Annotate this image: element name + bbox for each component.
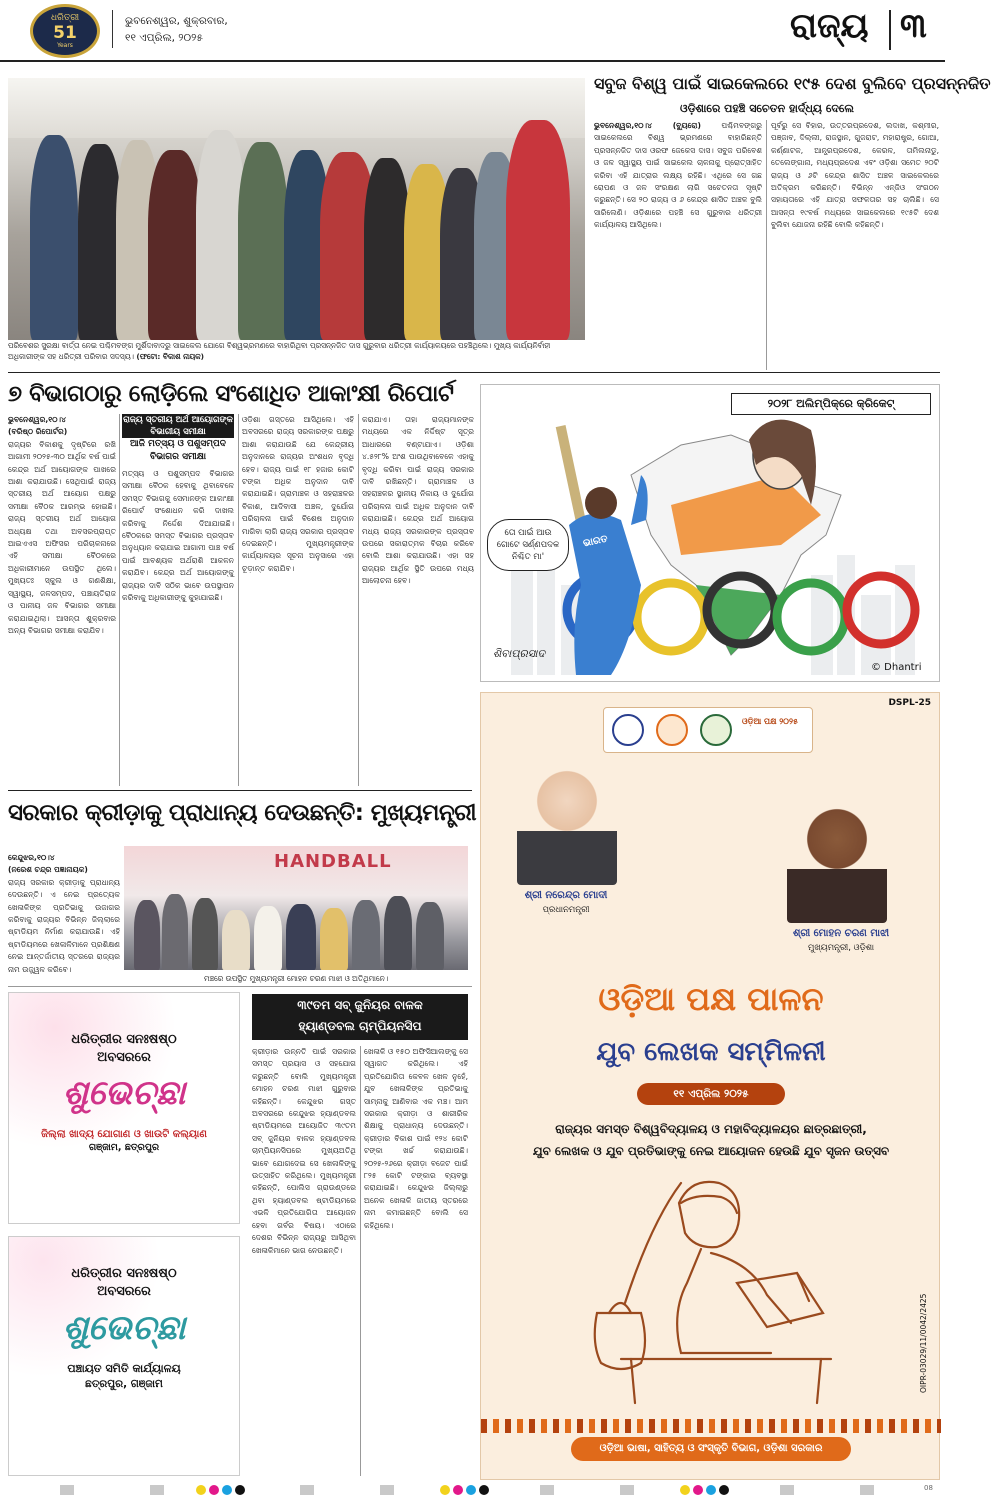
handball-box-title-1: ୩୯ତମ ସବ୍ ଜୁନିୟର ବାଳକ [297, 998, 423, 1012]
cartoon-panel [480, 384, 940, 682]
cm-portrait [787, 803, 887, 923]
section-divider [889, 10, 891, 50]
govt-ad-logo-strip [603, 707, 813, 753]
masthead-divider [112, 10, 113, 48]
govt-ad-desc-2: ଯୁବ ଲେଖକ ଓ ଯୁବ ପ୍ରତିଭାଙ୍କୁ ନେଇ ଆୟୋଜନ ହେଉଛି ଯୁବ ସୃଜନ ଉତ୍ସବ [532, 1144, 890, 1158]
cycle-story-col-2: ପୂର୍ବରୁ ସେ ବିହାର, ଉତ୍ତରପ୍ରଦେଶ, ଲଦାଖ, କଶ୍ମୀର, ପଞ୍ଜାବ, ଦିଲ୍ଲୀ, ରାଜସ୍ଥାନ, ଗୁଜରାଟ, ମହାରାଷ୍ଟ୍ର, ଗୋଆ, କର୍ଣ୍ଣାଟକ, ଆନ୍ଧ୍ରପ୍ରଦେଶ, କେରଳ, ତାମିଲନାଡୁ, ତେଲେଙ୍ଗାନା, ମଧ୍ୟପ୍ରଦେଶ ଏବଂ ଓଡ଼ିଶା ସମେତ ୨୦ଟି ରାଜ୍ୟ ଓ ୬ଟି କେନ୍ଦ୍ର ଶାସିତ ଅଞ୍ଚଳ ସାଇକେଲରେ ଅତିକ୍ରମ କରିଛନ୍ତି। ବିଭିନ୍ନ ଏନ୍‌ଜିଓ ସଂଗଠନ ସହାୟତାରେ ଏହି ଯାତ୍ରା ସଫଳତାର ସହ ଚାଲିଛି। ସେ ଆସନ୍ତା ୧୯ବର୍ଷ ମଧ୍ୟରେ ସାଇକେଲରେ ୧୯୫ଟି ଦେଶ ବୁଲିବା ଯୋଜନା ରହିଛି ବୋଲି କହିଛନ୍ତି। [771, 121, 939, 230]
writer-illustration [561, 1163, 861, 1413]
govt-ad-border-pattern [481, 1419, 941, 1433]
photo-window [8, 78, 585, 138]
sports-story-headline: ସରକାର କ୍ରୀଡ଼ାକୁ ପ୍ରାଧାନ୍ୟ ଦେଉଛନ୍ତି: ମୁଖ୍ୟମନ୍ତ୍ରୀ [8, 800, 477, 826]
govt-ad-title: ଓଡ଼ିଆ ପକ୍ଷ ପାଳନ [598, 980, 824, 1018]
masthead [0, 0, 945, 62]
culture-logo-icon [700, 714, 732, 746]
greeting-ad-1 [8, 992, 240, 1224]
odia-pakhya-badge: ଓଡ଼ିଆ ପକ୍ଷ ୨୦୨୫ [742, 717, 798, 726]
odisha-emblem-icon [612, 714, 644, 746]
cartoon-signature: ଶିବାପ୍ରସାଦ [493, 647, 546, 660]
report-story-box [122, 414, 234, 464]
cm-title: ମୁଖ୍ୟମନ୍ତ୍ରୀ, ଓଡ଼ିଶା [807, 943, 875, 953]
sports-story-col-2: ଖେଳାଳି ଓ ୧୫୦ ଅଫିସିଆଲଙ୍କୁ ସେ ସ୍ୱାଗତ କରିଥିଲେ। ଏହି ପ୍ରତିଯୋଗିତା କେବଳ ଖେଳ ନୁହେଁ, ଯୁବ ଖେଳାଳିଙ୍କ ପ୍ରତିଭାକୁ ସାମ୍ନାକୁ ଆଣିବାର ଏକ ମଞ୍ଚ। ଆମ ସରକାର କ୍ରୀଡ଼ା ଓ ଶାରୀରିକ ଶିକ୍ଷାକୁ ପ୍ରାଧାନ୍ୟ ଦେଉଛନ୍ତି। କ୍ରୀଡ଼ାର ବିକାଶ ପାଇଁ ୧୨୪ କୋଟି ଟଙ୍କା ଖର୍ଚ୍ଚ କରାଯାଉଛି। ୨୦୨୫-୨୬ରେ କ୍ରୀଡ଼ା ବଜେଟ ପାଇଁ ୮୨୫ କୋଟି ଟଙ୍କାର ବ୍ୟବସ୍ଥା କରାଯାଇଛି। କେନ୍ଦୁଝର ଜିଲ୍ଲାରୁ ଅନେକ ଖେଳାଳି ଜାତୀୟ ସ୍ତରରେ ନାମ କମାଇଛନ୍ତି ବୋଲି ସେ କହିଥିଲେ। [364, 1047, 468, 1230]
pm-portrait [517, 765, 617, 885]
govt-ad-date: ୧୧ ଏପ୍ରିଲ ୨୦୨୫ [637, 1083, 785, 1105]
group-photo-credit: (ଫଟୋ: ବିକାଶ ନାୟକ) [136, 352, 205, 361]
greeting-ad-2-org: ପଞ୍ଚାୟତ ସମିତି କାର୍ଯ୍ୟାଳୟ [67, 1362, 181, 1376]
group-photo [8, 78, 585, 340]
greeting-ad-1-place: ଗଞ୍ଜାମ, ଛତ୍ରପୁର [88, 1141, 160, 1153]
report-story-col-4: କରାଯାଏ। ତାହା ରାଜ୍ୟମାନଙ୍କ ମଧ୍ୟରେ ଏକ ନିର୍ଦ୍ଦିଷ୍ଟ ସୂତ୍ର ଆଧାରରେ ବଣ୍ଟାଯାଏ। ଓଡ଼ିଶା ୪.୫୨୮% ଅଂଶ ପାଉଥିବାବେଳେ ଏହାକୁ ବୃଦ୍ଧି କରିବା ପାଇଁ ରାଜ୍ୟ ସରକାର ଦାବି ରଖିଛନ୍ତି। ଗ୍ରାମାଞ୍ଚଳ ଓ ସହରାଞ୍ଚଳର ସ୍ଥାନୀୟ ନିକାୟ ଓ ଦୁର୍ଯୋଗ ପରିଚାଳନା ପାଇଁ ଅଧିକ ଅନୁଦାନ ଦାବି କରାଯାଇଛି। କେନ୍ଦ୍ର ଅର୍ଥ ଆୟୋଗ ମଧ୍ୟ ରାଜ୍ୟ ସରକାରଙ୍କ ପ୍ରସ୍ତାବ ଉପରେ ସକାରାତ୍ମକ ବିଚାର କରିବେ ବୋଲି ଆଶା କରାଯାଉଛି। ଏହା ସହ ରାଜ୍ୟର ଆର୍ଥିକ ସ୍ଥିତି ଉପରେ ମଧ୍ୟ ଆଲୋଚନା ହେବ। [362, 415, 474, 586]
pm-name: ଶ୍ରୀ ନରେନ୍ଦ୍ର ମୋଦୀ [524, 890, 608, 901]
report-box-sub-1: ଆଜି ମତ୍ସ୍ୟ ଓ ପଶୁସମ୍ପଦ [130, 439, 226, 449]
cycle-story-headline: ସବୁଜ ବିଶ୍ୱ ପାଇଁ ସାଇକେଲରେ ୧୯୫ ଦେଶ ବୁଲିବେ ପ୍ରସନ୍ନଜିତ [594, 74, 991, 93]
report-story-col-1-text: ରାଜ୍ୟର ବିକାଶକୁ ଦୃଷ୍ଟିରେ ରଖି ଆଗାମୀ ୨୦୨୫-୩୦ ଆର୍ଥିକ ବର୍ଷ ପାଇଁ କେନ୍ଦ୍ର ଅର୍ଥ ଆୟୋଗଙ୍କ ପାଖରେ ଆଶା କରାଯାଉଛି। ସେଥିପାଇଁ ରାଜ୍ୟ ସ୍ତରୀୟ ଅର୍ଥ ଆୟୋଗ ପକ୍ଷରୁ ସମୀକ୍ଷା ବୈଠକ ଆରମ୍ଭ ହୋଇଛି। ରାଜ୍ୟ ସ୍ତରୀୟ ଅର୍ଥ ଆୟୋଗ ଅଧ୍ୟକ୍ଷ ତଥା ଅବସରପ୍ରାପ୍ତ ଆଇଏଏସ ଅଫିସର ପରିଚାଳନାରେ ଏହି ସମୀକ୍ଷା ବୈଠକରେ ଅଧିକାରୀମାନେ ଉପସ୍ଥିତ ଥିଲେ। ମୁଖ୍ୟତଃ ସ୍କୁଲ ଓ ଗଣଶିକ୍ଷା, ସ୍ୱାସ୍ଥ୍ୟ, ଜଳସମ୍ପଦ, ପଞ୍ଚାୟତିରାଜ ଓ ପାନୀୟ ଜଳ ବିଭାଗର ସମୀକ୍ଷା କରାଯାଇଥିଲା। ଆସନ୍ତା ଶୁକ୍ରବାର ଅନ୍ୟ ବିଭାଗର ସମୀକ୍ଷା କରାଯିବ। [8, 439, 116, 635]
greeting-ad-1-big: ଶୁଭେଚ୍ଛା [62, 1073, 186, 1114]
cm-name: ଶ୍ରୀ ମୋହନ ଚରଣ ମାଝୀ [792, 928, 890, 939]
date-line-2: ୧୧ ଏପ୍ରିଲ, ୨୦୨୫ [125, 32, 203, 44]
report-story-dateline: ଭୁବନେଶ୍ୱର,୧୦।୪ [8, 415, 66, 424]
report-box-title-2: ବିଭାଗୀୟ ସମୀକ୍ଷା [122, 426, 234, 438]
handball-box-title-2: ହ୍ୟାଣ୍ଡବଲ ଚାମ୍ପିୟନସିପ [298, 1019, 422, 1033]
sports-story-intro [8, 852, 120, 980]
greeting-ad-1-line-1: ଧରିତ୍ରୀର ସନଃଷଷ୍ଠ [71, 1032, 177, 1047]
greeting-ad-1-line-2: ଅବସରରେ [97, 1049, 151, 1065]
greeting-ad-2-line-1: ଧରିତ୍ରୀର ସନଃଷଷ୍ଠ [71, 1266, 177, 1281]
report-story-dateline-2: (ବରିଷ୍ଠ ରିପୋର୍ଟର) [8, 427, 68, 437]
cartoon-credit: © Dhantri [871, 662, 922, 673]
greeting-ad-2-big: ଶୁଭେଚ୍ଛା [62, 1308, 186, 1349]
newspaper-logo [30, 4, 100, 58]
date-line-1: ଭୁବନେଶ୍ୱର, ଶୁକ୍ରବାର, [125, 15, 228, 27]
page-number: ୩ [900, 6, 927, 46]
greeting-ad-1-org: ଜିଲ୍ଲା ଖାଦ୍ୟ ଯୋଗାଣ ଓ ଖାଉଟି କଲ୍ୟାଣ [41, 1129, 207, 1141]
cycle-story-dateline: ଭୁବନେଶ୍ୱର,୧୦।୪ (ବ୍ୟୁରୋ) [594, 121, 701, 130]
cycle-story-col-1 [594, 120, 762, 370]
sports-story-dateline-2: (ନରେଶ ଚନ୍ଦ୍ର ପଜ୍ଞାନାୟକ) [8, 865, 88, 875]
govt-ad-desc-1: ରାଜ୍ୟର ସମସ୍ତ ବିଶ୍ୱବିଦ୍ୟାଳୟ ଓ ମହାବିଦ୍ୟାଳୟର ଛାତ୍ରଛାତ୍ରୀ, [555, 1122, 867, 1136]
cartoon-jersey-text: ଭାରତ [582, 533, 609, 550]
report-box-title-1: ରାଜ୍ୟ ସ୍ତରୀୟ ଅର୍ଥ ଆୟୋଗଙ୍କ [123, 415, 233, 425]
cartoon-title: ୨୦୨୮ ଅଲିମ୍ପିକ୍‌ରେ କ୍ରିକେଟ୍ [731, 393, 931, 415]
logo-years-label: Years [57, 42, 73, 50]
pm-title: ପ୍ରଧାନମନ୍ତ୍ରୀ [542, 905, 590, 915]
logo-text: ଧରିତ୍ରୀ [50, 13, 80, 23]
sports-story-dateline: କେନ୍ଦୁଝର,୧୦।୪ [8, 853, 55, 862]
group-photo-caption-text: ପରିବେଶର ସୁରକ୍ଷା ବାର୍ତ୍ତା ନେଇ ପଶ୍ଚିମବଙ୍ଗ ମୁର୍ଶିଦାବାଦରୁ ସାଇକେଲ ଯୋଗେ ବିଶ୍ୱଭ୍ରମଣରେ ବାହାରିଥିବା ପ୍ରସନ୍ନଜିତ ଦାସ ଗୁରୁବାର ଧରିତ୍ରୀ କାର୍ଯ୍ୟାଳୟରେ ପହଞ୍ଚିଥିଲେ। ମୁଖ୍ୟ କାର୍ଯ୍ୟନିର୍ବାହୀ ଅଧିକାରୀଙ୍କ ସହ ଧରିତ୍ରୀ ପରିବାର ସଦସ୍ୟ। [8, 341, 551, 361]
cycle-story-col-1-text: ପଶ୍ଚିମବଙ୍ଗରୁ ସାଇକେଲରେ ବିଶ୍ୱ ଭ୍ରମଣରେ ବାହାରିଛନ୍ତି ପ୍ରସନ୍ନଜିତ ଦାସ ଓରଫ ଜେକେସ ଦାସ। ସବୁଜ ପରିବେଶ ଓ ଜଳ ସ୍ୱାସ୍ଥ୍ୟ ପାଇଁ ସାଇକେଲ ଚାଳନାକୁ ପ୍ରୋତ୍ସାହିତ କରିବା ଏହି ଯାତ୍ରାର ଲକ୍ଷ୍ୟ ରହିଛି। ଏଥିରେ ସେ ଗଛ ରୋପଣ ଓ ଜଳ ସଂରକ୍ଷଣ ଲାଗି ସଚେତନତା ସୃଷ୍ଟି କରୁଛନ୍ତି। ସେ ୨୦ ରାଜ୍ୟ ଓ ୬ କେନ୍ଦ୍ର ଶାସିତ ଅଞ୍ଚଳ ବୁଲି ସାରିଲେଣି। ଓଡ଼ିଶାରେ ପହଞ୍ଚି ସେ ଗୁରୁବାର ଧରିତ୍ରୀ କାର୍ଯ୍ୟାଳୟ ଆସିଥିଲେ। [594, 121, 762, 230]
govt-ad-code: DSPL-25 [888, 698, 931, 708]
govt-ad-vertical-code: OIPR-03029/11/0042/2425 [919, 1293, 928, 1393]
greeting-ad-2 [8, 1236, 240, 1476]
report-story-col-2: ମତ୍ସ୍ୟ ଓ ପଶୁସମ୍ପଦ ବିଭାଗର ସମୀକ୍ଷା ବୈଠକ ହେବାକୁ ଥିବାବେଳେ ସମସ୍ତ ବିଭାଗକୁ ସେମାନଙ୍କ ଆକାଂକ୍ଷୀ ରିପୋର୍ଟ ସଂଶୋଧନ କରି ଦାଖଲ କରିବାକୁ ନିର୍ଦ୍ଦେଶ ଦିଆଯାଇଛି। ବୈଠକରେ ସମସ୍ତ ବିଭାଗର ପ୍ରସ୍ତାବ ଅନୁଧ୍ୟାନ କରାଯାଇ ଆଗାମୀ ପାଞ୍ଚ ବର୍ଷ ପାଇଁ ଆବଶ୍ୟକ ଅର୍ଥରାଶି ଆକଳନ କରାଯିବ। କେନ୍ଦ୍ର ଅର୍ଥ ଆୟୋଗଙ୍କୁ ରାଜ୍ୟର ଦାବି ସଠିକ ଭାବେ ଉପସ୍ଥାପନ କରିବାକୁ ଅଧିକାରୀଙ୍କୁ କୁହାଯାଇଛି। [122, 469, 234, 603]
cartoon-speech-bubble [487, 519, 569, 571]
cartoon-speech-text: ତୋ ପାଇଁ ଆଉ ଗୋଟେ ସର୍ଣ୍ଣପଦକ ନିଶ୍ଚିତ ମା' [496, 528, 560, 562]
print-registration-strip [0, 1484, 945, 1497]
dept-logo-icon [656, 714, 688, 746]
sports-story-col-1: କ୍ରୀଡ଼ାର ଉନ୍ନତି ପାଇଁ ସରକାର ସମସ୍ତ ପ୍ରୟାସ ଓ ସହଯୋଗ କରୁଛନ୍ତି ବୋଲି ମୁଖ୍ୟମନ୍ତ୍ରୀ ମୋହନ ଚରଣ ମାଝୀ ଗୁରୁବାର କହିଛନ୍ତି। କେନ୍ଦୁଝର ଗସ୍ତ ଅବସରରେ କେନ୍ଦୁଝର ହ୍ୟାଣ୍ଡବଲ ଷ୍ଟାଡିୟମରେ ଆୟୋଜିତ ୩୯ତମ ସବ୍ ଜୁନିୟର ବାଳକ ହ୍ୟାଣ୍ଡବଲ ଚାମ୍ପିୟନସିପରେ ମୁଖ୍ୟଅତିଥି ଭାବେ ଯୋଗଦେଇ ସେ ଖେଳାଳିଙ୍କୁ ଉତ୍ସାହିତ କରିଥିଲେ। ମୁଖ୍ୟମନ୍ତ୍ରୀ କହିଛନ୍ତି, ପୋଲିସ ଗ୍ରାଉଣ୍ଡରେ ଥିବା ହ୍ୟାଣ୍ଡବଲ ଷ୍ଟାଡିୟମରେ ଏଭଳି ପ୍ରତିଯୋଗିତା ଆୟୋଜନ ହେବା ଗର୍ବର ବିଷୟ। ଏଠାରେ ଦେଶର ବିଭିନ୍ନ ରାଜ୍ୟରୁ ଆସିଥିବା ଖେଳାଳିମାନେ ଭାଗ ନେଉଛନ୍ତି। [252, 1047, 356, 1255]
page-tag: 08 [924, 1484, 933, 1492]
section-name: ରାଜ୍ୟ [790, 6, 869, 46]
report-box-sub-2: ବିଭାଗର ସମୀକ୍ଷା [149, 452, 207, 462]
sports-photo [124, 846, 468, 970]
group-photo-caption [8, 340, 585, 370]
sports-photo-caption: ମଞ୍ଚରେ ଉପସ୍ଥିତ ମୁଖ୍ୟମନ୍ତ୍ରୀ ମୋହନ ଚରଣ ମାଝୀ ଓ ଅତିଥିମାନେ। [203, 974, 389, 983]
govt-ad-footer: ଓଡ଼ିଆ ଭାଷା, ସାହିତ୍ୟ ଓ ସଂସ୍କୃତି ବିଭାଗ, ଓଡ଼ିଶା ସରକାର [571, 1437, 851, 1461]
handball-box [252, 994, 468, 1040]
logo-years: 51 [53, 23, 77, 44]
sports-photo-banner: HANDBALL [274, 851, 392, 872]
greeting-ad-2-place: ଛତ୍ରପୁର, ଗଞ୍ଜାମ [85, 1377, 163, 1390]
govt-ad-subtitle: ଯୁବ ଲେଖକ ସମ୍ମିଳନୀ [596, 1037, 826, 1067]
sports-story-intro-text: ରାଜ୍ୟ ସରକାର କ୍ରୀଡ଼ାକୁ ପ୍ରାଧାନ୍ୟ ଦେଉଛନ୍ତି। ଏ ନେଇ ପ୍ରତ୍ୟେକ ଖେଳାଳିଙ୍କ ପ୍ରତିଭାକୁ ଉଜାଗର କରିବାକୁ ରାଜ୍ୟର ବିଭିନ୍ନ ଜିଲ୍ଲାରେ ଷ୍ଟାଡିୟମ ନିର୍ମାଣ କରାଯାଉଛି। ଏହି ଷ୍ଟାଡିୟମରେ ଖେଳାଳିମାନେ ପ୍ରଶିକ୍ଷଣ ନେଇ ଆନ୍ତର୍ଜାତୀୟ ସ୍ତରରେ ରାଜ୍ୟର ନାମ ଉଜ୍ଜ୍ୱଳ କରିବେ। [8, 877, 120, 974]
govt-ad [480, 692, 940, 1480]
report-story-col-3: ଓଡ଼ିଶା ଗସ୍ତରେ ଆସିଥିଲେ। ଏହି ଅବସରରେ ରାଜ୍ୟ ସରକାରଙ୍କ ପକ୍ଷରୁ ଆଶା କରାଯାଉଛି ଯେ କେନ୍ଦ୍ରୀୟ ଅନୁଦାନରେ ରାଜ୍ୟର ଅଂଶଧନ ବୃଦ୍ଧି ହେବ। ରାଜ୍ୟ ପାଇଁ ୧୮ ହଜାର କୋଟି ଟଙ୍କା ଅଧିକ ଅନୁଦାନ ଦାବି କରାଯାଇଛି। ଗ୍ରାମାଞ୍ଚଳ ଓ ସହରାଞ୍ଚଳର ବିକାଶ, ଆଦିବାସୀ ଅଞ୍ଚଳ, ଦୁର୍ଯୋଗ ପରିଚାଳନା ପାଇଁ ବିଶେଷ ଅନୁଦାନ ମାଗିବା ଲାଗି ରାଜ୍ୟ ସରକାର ପ୍ରସ୍ତାବ ଦେଇଛନ୍ତି। ମୁଖ୍ୟମନ୍ତ୍ରୀଙ୍କ କାର୍ଯ୍ୟାଳୟର ସୂଚନା ଅନୁସାରେ ଏହା ଚୂଡ଼ାନ୍ତ କରାଯିବ। [242, 415, 354, 573]
cycle-story-subhead: ଓଡ଼ିଶାରେ ପହଞ୍ଚି ସଚେତନ ହାର୍ଦ୍ଧ୍ୟ ଦେଲେ [594, 100, 940, 118]
greeting-ad-2-line-2: ଅବସରରେ [97, 1283, 151, 1299]
report-story-headline: ୭ ବିଭାଗଠାରୁ ଲୋଡ଼ିଲେ ସଂଶୋଧିତ ଆକାଂକ୍ଷୀ ରିପୋର୍ଟ [8, 381, 454, 407]
report-story-col-1 [8, 414, 116, 786]
